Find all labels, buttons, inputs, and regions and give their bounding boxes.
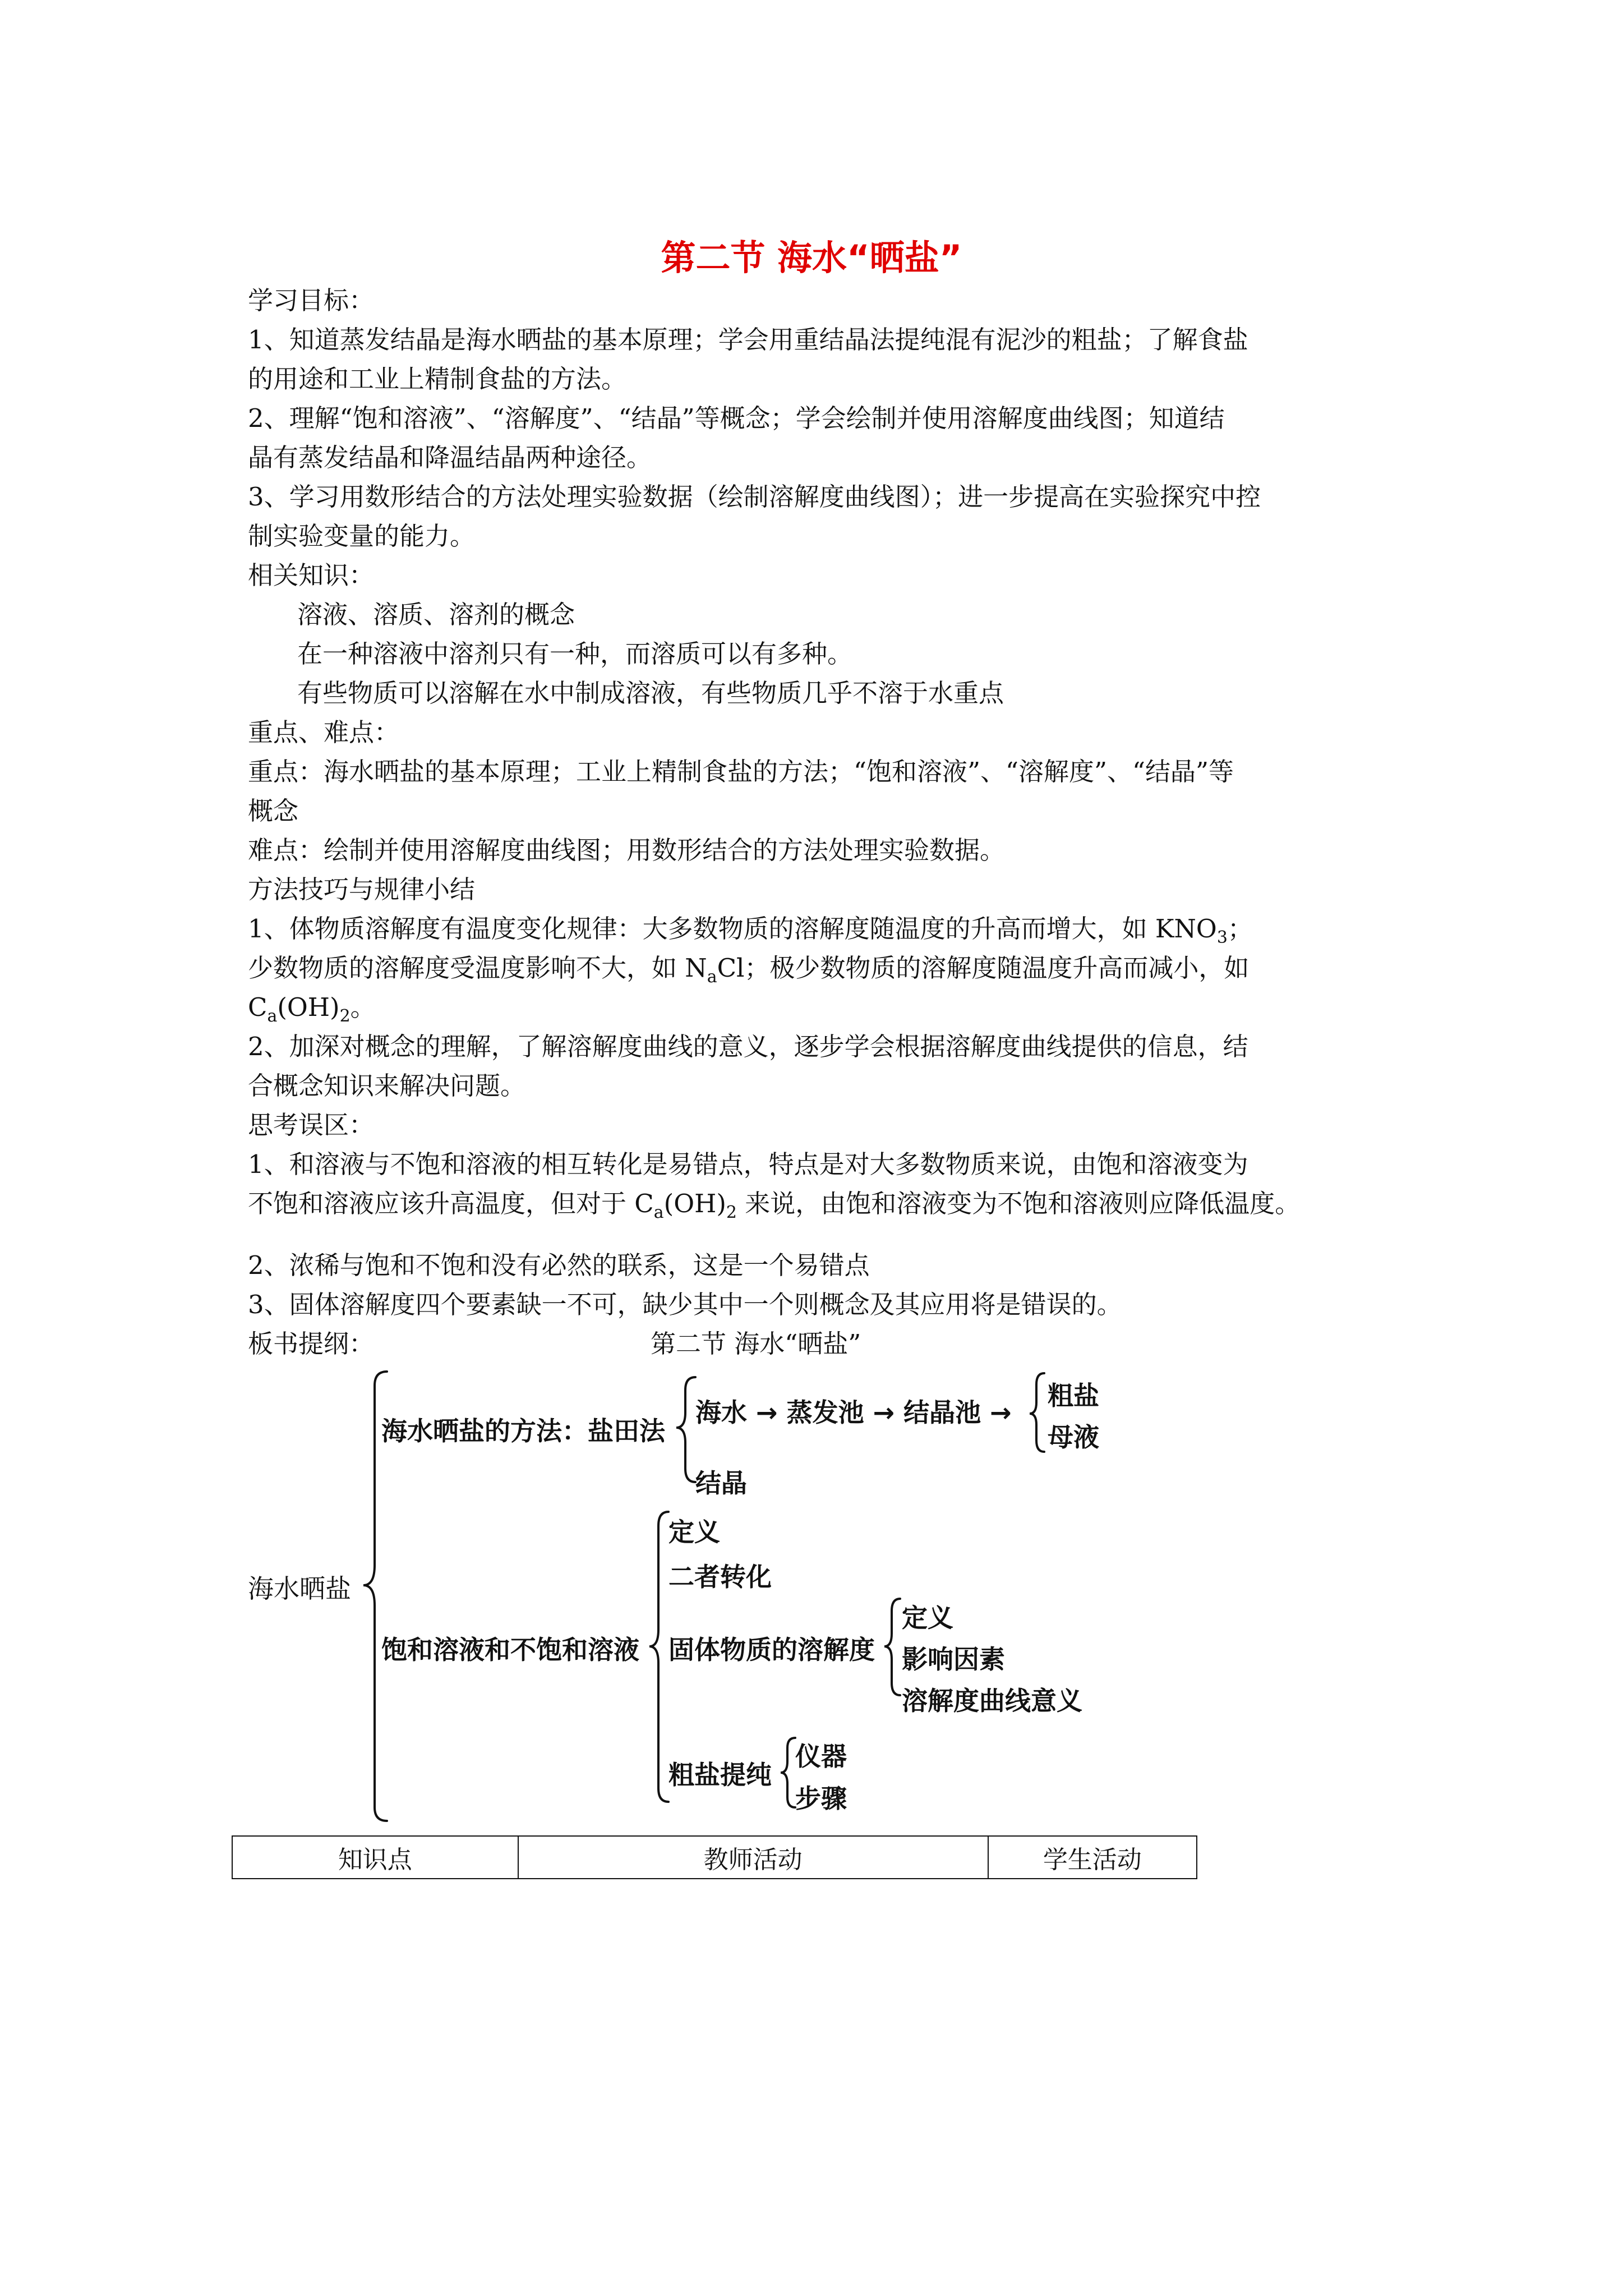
mistake-3: 3、固体溶解度四个要素缺一不可，缺少其中一个则概念及其应用将是错误的。 — [248, 1290, 1122, 1319]
method-1-line-3: $C_a(OH)_2$。 — [248, 992, 376, 1026]
objective-2-line-2: 晶有蒸发结晶和降温结晶两种途径。 — [248, 443, 652, 472]
method-2-line-1: 2、加深对概念的理解，了解溶解度曲线的意义，逐步学会根据溶解度曲线提供的信息，结 — [248, 1032, 1248, 1061]
mistake-1-line-2: 不饱和溶液应该升高温度，但对于 $C_a(OH)_2$ 来说，由饱和溶液变为不饱和溶液则应降低温度。 — [248, 1189, 1301, 1222]
lesson-table — [232, 1835, 1197, 1879]
outline-solution: 饱和溶液和不饱和溶液 — [381, 1635, 639, 1665]
outline-method: 海水晒盐的方法：盐田法 — [381, 1416, 665, 1446]
solution-brace — [649, 1512, 668, 1802]
outline-root: 海水晒盐 — [248, 1573, 351, 1604]
purify-brace — [781, 1738, 795, 1807]
mistake-2: 2、浓稀与饱和不饱和没有必然的联系，这是一个易错点 — [248, 1250, 870, 1280]
table-header-row — [232, 1836, 1197, 1879]
table-header-teacher: 教师活动 — [518, 1836, 988, 1879]
outline-chain: 海水 → 蒸发池 → 结晶池 → — [695, 1397, 1012, 1428]
outline-purify-item-2: 步骤 — [795, 1783, 847, 1814]
keypoints-heading: 重点、难点： — [248, 717, 400, 747]
outline-solubility: 固体物质的溶解度 — [668, 1635, 875, 1665]
method-brace — [676, 1377, 695, 1482]
objective-1-line-2: 的用途和工业上精制食盐的方法。 — [248, 364, 627, 394]
outline-crystal: 结晶 — [695, 1468, 747, 1498]
outline-purify: 粗盐提纯 — [668, 1760, 772, 1790]
method-1-line-1: 1、体物质溶解度有温度变化规律：大多数物质的溶解度随温度的升高而增大，如 $KNO_3$； — [248, 914, 1253, 947]
outline-product-2: 母液 — [1048, 1422, 1099, 1452]
table-header-student: 学生活动 — [988, 1836, 1197, 1879]
method-2-line-2: 合概念知识来解决问题。 — [248, 1071, 526, 1101]
objective-3-line-2: 制实验变量的能力。 — [248, 521, 476, 551]
objective-3-line-1: 3、学习用数形结合的方法处理实验数据（绘制溶解度曲线图）；进一步提高在实验探究中控 — [248, 482, 1261, 512]
outline-purify-item-1: 仪器 — [795, 1741, 847, 1772]
mistake-1-line-1: 1、和溶液与不饱和溶液的相互转化是易错点，特点是对大多数物质来说，由饱和溶液变为 — [248, 1149, 1248, 1179]
outline-product-1: 粗盐 — [1048, 1381, 1099, 1411]
objective-1-line-1: 1、知道蒸发结晶是海水晒盐的基本原理；学会用重结晶法提纯混有泥沙的粗盐；了解食盐 — [248, 325, 1248, 355]
related-item-2: 在一种溶液中溶剂只有一种，而溶质可以有多种。 — [297, 639, 853, 669]
outline-solubility-item-1: 定义 — [902, 1603, 953, 1633]
difficulty-line: 难点：绘制并使用溶解度曲线图；用数形结合的方法处理实验数据。 — [248, 835, 1006, 865]
outline-solubility-item-2: 影响因素 — [902, 1644, 1005, 1674]
keypoint-line-1: 重点：海水晒盐的基本原理；工业上精制食盐的方法；“饱和溶液”、“溶解度”、“结晶”等 — [248, 757, 1234, 786]
solubility-brace — [884, 1599, 900, 1695]
objectives-heading: 学习目标： — [248, 286, 375, 315]
products-brace — [1030, 1373, 1044, 1452]
outline-solubility-item-3: 溶解度曲线意义 — [902, 1686, 1082, 1716]
outline-label: 板书提纲： — [248, 1329, 375, 1359]
outline-sol-item-1: 定义 — [668, 1517, 720, 1547]
outline-sol-item-2: 二者转化 — [668, 1562, 772, 1592]
method-1-line-2: 少数物质的溶解度受温度影响不大，如 $N_aCl$；极少数物质的溶解度随温度升高而减小，如 — [248, 953, 1249, 987]
table-header-knowledge: 知识点 — [232, 1836, 518, 1879]
related-heading: 相关知识： — [248, 560, 375, 590]
outline-title: 第二节 海水“晒盐” — [651, 1329, 861, 1359]
objective-2-line-1: 2、理解“饱和溶液”、“溶解度”、“结晶”等概念；学会绘制并使用溶解度曲线图；知道结 — [248, 403, 1225, 433]
mistakes-heading: 思考误区： — [248, 1110, 375, 1140]
related-item-3: 有些物质可以溶解在水中制成溶液，有些物质几乎不溶于水重点 — [297, 678, 1004, 708]
page-title: 第二节 海水“晒盐” — [661, 237, 962, 278]
methods-heading: 方法技巧与规律小结 — [248, 875, 476, 904]
related-item-1: 溶液、溶质、溶剂的概念 — [297, 600, 575, 629]
keypoint-line-2: 概念 — [248, 796, 299, 826]
